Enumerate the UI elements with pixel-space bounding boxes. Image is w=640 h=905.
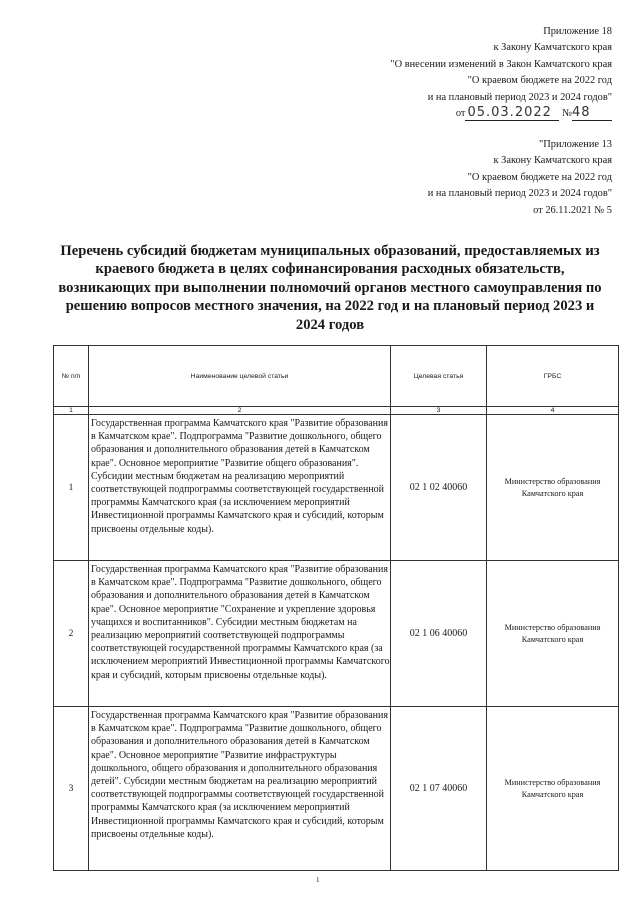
row-number: 1: [54, 415, 89, 561]
table-row: [54, 415, 619, 561]
date-prefix: от: [455, 108, 466, 120]
law-title-line-1: "О внесении изменений в Закон Камчатского края: [390, 58, 612, 70]
number-prefix: №: [562, 108, 572, 120]
table-row: [54, 707, 619, 871]
handwritten-date: 05.03.2022: [465, 106, 559, 121]
header-grbs: ГРБС: [487, 346, 619, 407]
law-date-number-line: [390, 106, 612, 122]
row-number: 3: [54, 707, 89, 871]
column-number: 3: [391, 407, 487, 415]
column-number: 1: [54, 407, 89, 415]
table-row: [54, 561, 619, 707]
row-grbs: Министерство образования Камчатского края: [487, 415, 619, 561]
law-date-number: от 26.11.2021 № 5: [533, 204, 612, 216]
amendment-annex-header: [390, 24, 612, 122]
column-number: 4: [487, 407, 619, 415]
row-description: Государственная программа Камчатского края "Развитие образования в Камчатском крае". Подпрограмма "Развитие дошкольного, общего образования и дополнительного образования детей в Камчатском крае". Основное мероприятие "Развитие общего образования". Субсидии местным бюджетам на реализацию мероприятий соответствующей подпрограммы соответствующей государственной программы Камчатского края (за исключением мероприятий Инвестиционной программы Камчатского края и субсидий, которым присвоены отдельные коды).: [89, 415, 391, 561]
law-title-line-3: и на плановый период 2023 и 2024 годов": [427, 91, 612, 103]
row-description: Государственная программа Камчатского края "Развитие образования в Камчатском крае". Подпрограмма "Развитие дошкольного, общего образования и дополнительного образования детей в Камчатском крае". Основное мероприятие "Развитие инфраструктуры дошкольного, общего образования и дополнительного образования детей". Субсидии местным бюджетам на реализацию мероприятий соответствующей подпрограммы соответствующей государственной программы Камчатского края (за исключением мероприятий Инвестиционной программы Камчатского края и субсидий, которым присвоены отдельные коды).: [89, 707, 391, 871]
column-number-row: [54, 407, 619, 415]
law-title-line-1: "О краевом бюджете на 2022 год: [467, 171, 612, 183]
row-description: Государственная программа Камчатского края "Развитие образования в Камчатском крае". Подпрограмма "Развитие дошкольного, общего образования и дополнительного образования детей в Камчатском крае". Основное мероприятие "Сохранение и укрепление здоровья учащихся и воспитанников". Субсидии местным бюджетам на реализацию мероприятий соответствующей подпрограммы соответствующей государственной программы Камчатского края (за исключением мероприятий Инвестиционной программы Камчатского края и субсидий, которым присвоены отдельные коды).: [89, 561, 391, 707]
law-title-line-2: и на плановый период 2023 и 2024 годов": [427, 188, 612, 200]
column-number: 2: [89, 407, 391, 415]
annex-number: Приложение 18: [543, 26, 612, 37]
document-title: Перечень субсидий бюджетам муниципальных образований, предоставляемых из краевого бюджета в целях софинансирования расходных обязательств, возникающих при выполнении полномочий органов местного самоуправления по решению вопросов местного значения, на 2022 год и на плановый период 2023 и 2024 годов: [58, 243, 602, 333]
table-header-row: [54, 346, 619, 407]
law-title-line-2: "О краевом бюджете на 2022 год: [467, 75, 612, 87]
row-number: 2: [54, 561, 89, 707]
row-grbs: Министерство образования Камчатского края: [487, 707, 619, 871]
header-article-name: Наименование целевой статьи: [89, 346, 391, 407]
original-annex-header: [428, 137, 612, 219]
subsidies-table: [53, 345, 619, 871]
row-code: 02 1 06 40060: [391, 561, 487, 707]
annex-number: "Приложение 13: [539, 139, 612, 150]
row-grbs: Министерство образования Камчатского края: [487, 561, 619, 707]
row-code: 02 1 02 40060: [391, 415, 487, 561]
handwritten-number: 48: [572, 106, 612, 121]
header-article-code: Целевая статья: [391, 346, 487, 407]
law-reference: к Закону Камчатского края: [493, 155, 612, 167]
law-reference: к Закону Камчатского края: [493, 42, 612, 54]
row-code: 02 1 07 40060: [391, 707, 487, 871]
header-number: № п/п: [54, 346, 89, 407]
page-number: 1: [316, 876, 320, 884]
